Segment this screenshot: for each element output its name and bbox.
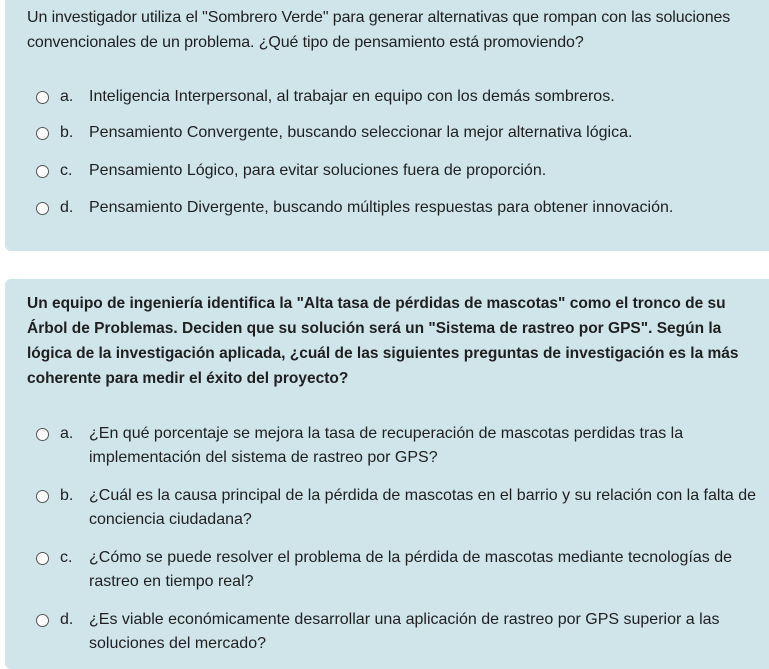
- q1-option-b[interactable]: [5, 121, 769, 145]
- q2-option-d-letter: d.: [60, 611, 74, 628]
- q1-option-d-radio[interactable]: [36, 202, 49, 215]
- question-2-text: Un equipo de ingeniería identifica la "Alta tasa de pérdidas de mascotas" como el tronco de su Árbol de Problemas. Deciden que su solución será un "Sistema de rastreo por GPS". Según la lógica de la investigación aplicada, ¿cuál de las siguientes preguntas de investigación es la más coherente para medir el éxito del proyecto?: [27, 295, 739, 387]
- q1-option-b-letter: b.: [60, 124, 74, 141]
- q1-option-b-radio[interactable]: [36, 127, 49, 140]
- q1-option-a-letter: a.: [60, 88, 74, 105]
- q2-option-d[interactable]: [5, 608, 769, 656]
- question-1-text: Un investigador utiliza el "Sombrero Verde" para generar alternativas que rompan con las soluciones convencionales de un problema. ¿Qué tipo de pensamiento está promoviendo?: [27, 9, 731, 51]
- q2-option-a-text: ¿En qué porcentaje se mejora la tasa de recuperación de mascotas perdidas tras la implementación del sistema de rastreo por GPS?: [89, 425, 684, 466]
- q2-option-b-radio[interactable]: [36, 490, 49, 503]
- q2-option-b-text: ¿Cuál es la causa principal de la pérdida de mascotas en el barrio y su relación con la falta de conciencia ciudadana?: [89, 487, 757, 528]
- q2-option-d-radio[interactable]: [36, 614, 49, 627]
- question-card-2: [5, 279, 769, 669]
- q1-option-a-text: Inteligencia Interpersonal, al trabajar en equipo con los demás sombreros.: [89, 88, 615, 105]
- q1-option-c-letter: c.: [60, 162, 73, 179]
- q1-option-d-text: Pensamiento Divergente, buscando múltiples respuestas para obtener innovación.: [89, 199, 674, 216]
- q1-option-b-text: Pensamiento Convergente, buscando seleccionar la mejor alternativa lógica.: [89, 124, 633, 141]
- question-card-1: [5, 0, 769, 251]
- q2-option-c-text: ¿Cómo se puede resolver el problema de la pérdida de mascotas mediante tecnologías de rastreo en tiempo real?: [89, 549, 733, 590]
- q2-option-c[interactable]: [5, 546, 769, 594]
- q2-option-c-letter: c.: [60, 549, 73, 566]
- q2-option-a[interactable]: [5, 422, 769, 470]
- q2-option-b-letter: b.: [60, 487, 74, 504]
- q1-option-c-text: Pensamiento Lógico, para evitar soluciones fuera de proporción.: [89, 162, 547, 179]
- q2-option-c-radio[interactable]: [36, 552, 49, 565]
- q2-option-a-radio[interactable]: [36, 428, 49, 441]
- q2-option-d-text: ¿Es viable económicamente desarrollar una aplicación de rastreo por GPS superior a las soluciones del mercado?: [89, 611, 720, 652]
- q1-option-d-letter: d.: [60, 199, 74, 216]
- q2-option-a-letter: a.: [60, 425, 74, 442]
- q1-option-a[interactable]: [5, 85, 769, 109]
- q1-option-a-radio[interactable]: [36, 91, 49, 104]
- q1-option-c-radio[interactable]: [36, 165, 49, 178]
- q1-option-c[interactable]: [5, 159, 769, 183]
- q1-option-d[interactable]: [5, 196, 769, 220]
- q2-option-b[interactable]: [5, 484, 769, 532]
